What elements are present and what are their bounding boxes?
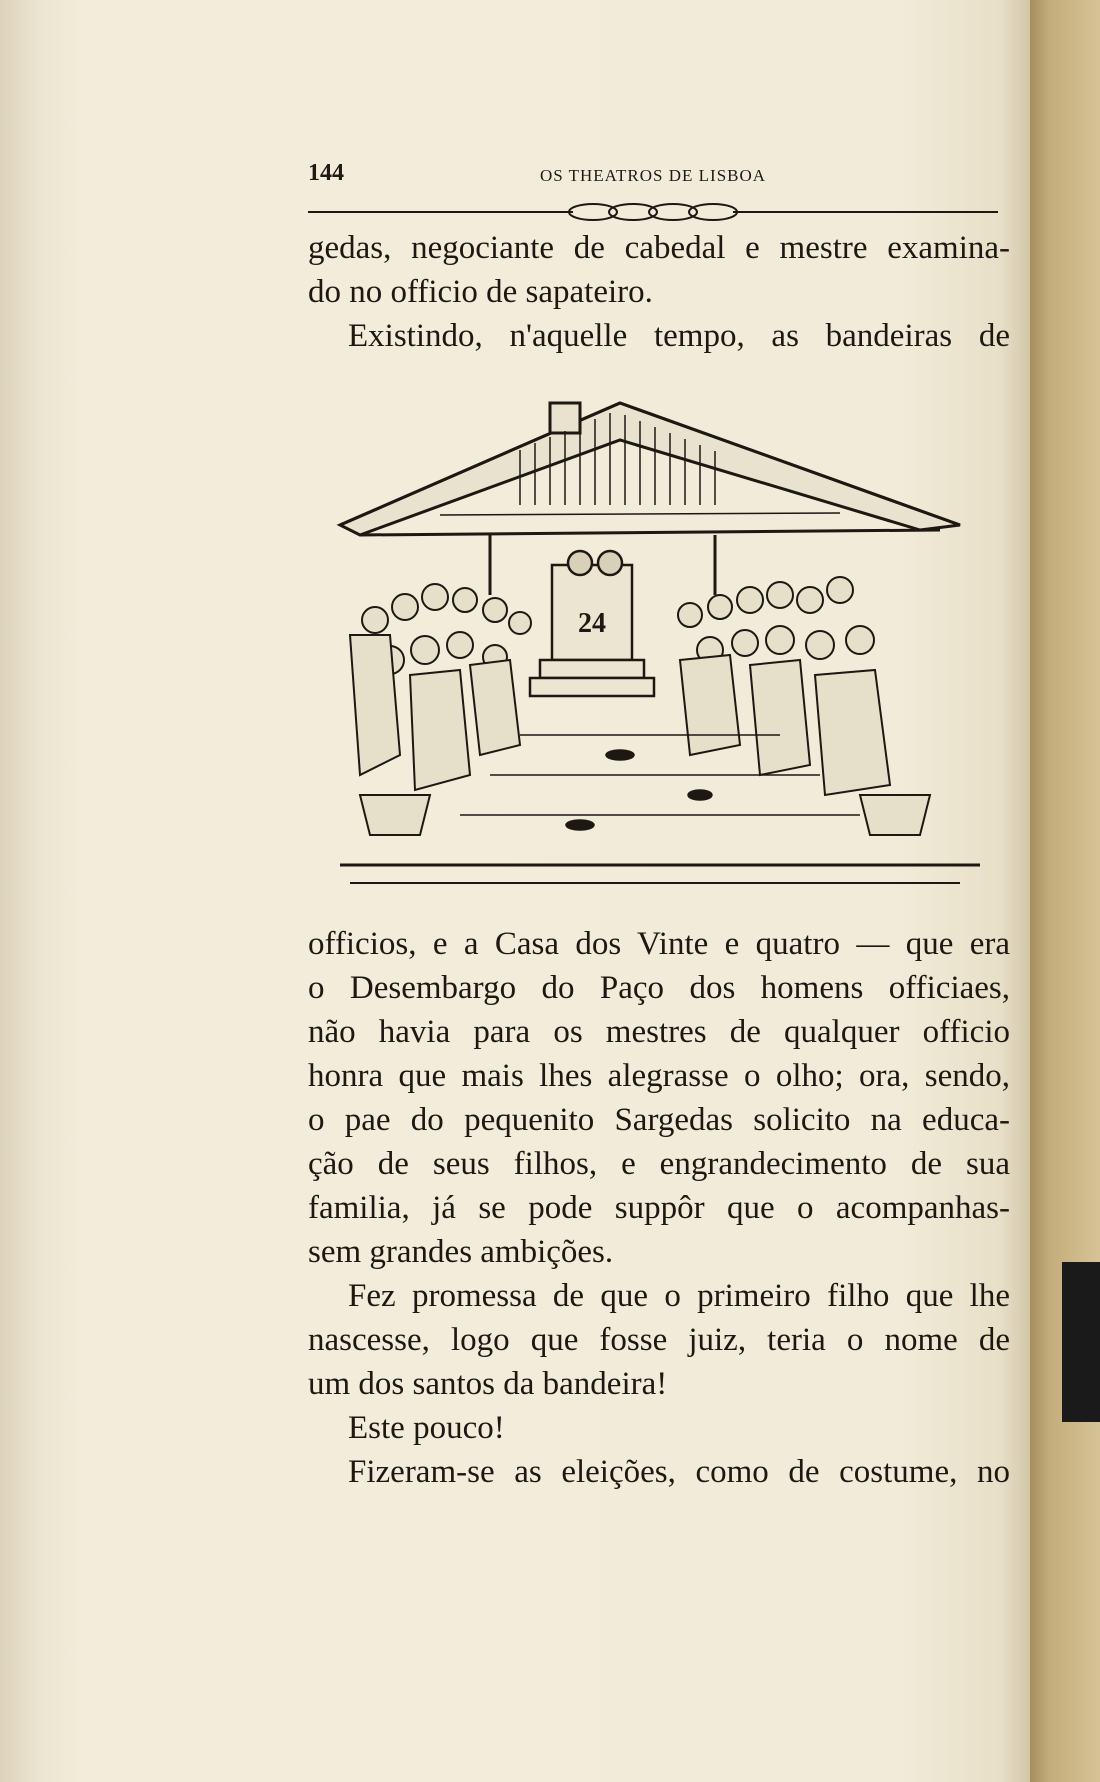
running-title: OS THEATROS DE LISBOA bbox=[539, 166, 767, 185]
roof bbox=[340, 403, 960, 535]
text-line: officios, e a Casa dos Vinte e quatro — que era bbox=[308, 926, 1010, 962]
crowd-left bbox=[350, 584, 531, 835]
platform-sign-number: 24 bbox=[578, 608, 606, 639]
crowd-right bbox=[678, 577, 930, 835]
text-line: não havia para os mestres de qualquer officio bbox=[308, 1014, 1010, 1050]
text-line: o Desembargo do Paço dos homens officiaes, bbox=[308, 970, 1010, 1006]
text-block-top bbox=[308, 226, 1010, 358]
text-line: um dos santos da bandeira! bbox=[308, 1366, 668, 1402]
text-line: Fizeram-se as eleições, como de costume, no bbox=[348, 1454, 1010, 1490]
text-line: o pae do pequenito Sargedas solicito na educa- bbox=[308, 1102, 1010, 1138]
text-line: ção de seus filhos, e engrandecimento de sua bbox=[308, 1146, 1010, 1182]
text-line: Este pouco! bbox=[348, 1410, 505, 1446]
text-line: Existindo, n'aquelle tempo, as bandeiras de bbox=[348, 318, 1010, 354]
text-line: honra que mais lhes alegrasse o olho; ora, sendo, bbox=[308, 1058, 1010, 1094]
page-edge-tab bbox=[1062, 1262, 1100, 1422]
text-line: sem grandes ambições. bbox=[308, 1234, 614, 1270]
text-line: nascesse, logo que fosse juiz, teria o nome de bbox=[308, 1322, 1010, 1358]
book-spine bbox=[1030, 0, 1100, 1782]
page-number: 144 bbox=[308, 160, 344, 186]
text-line: Fez promessa de que o primeiro filho que lhe bbox=[348, 1278, 1010, 1314]
engraving-illustration bbox=[320, 395, 1010, 905]
text-block-bottom bbox=[308, 922, 1010, 1494]
page-header bbox=[308, 160, 998, 196]
text-line: familia, já se pode suppôr que o acompanhas- bbox=[308, 1190, 1010, 1226]
text-line: do no officio de sapateiro. bbox=[308, 274, 653, 310]
text-line: gedas, negociante de cabedal e mestre examina- bbox=[308, 230, 1010, 266]
ornamental-rule bbox=[308, 200, 998, 224]
